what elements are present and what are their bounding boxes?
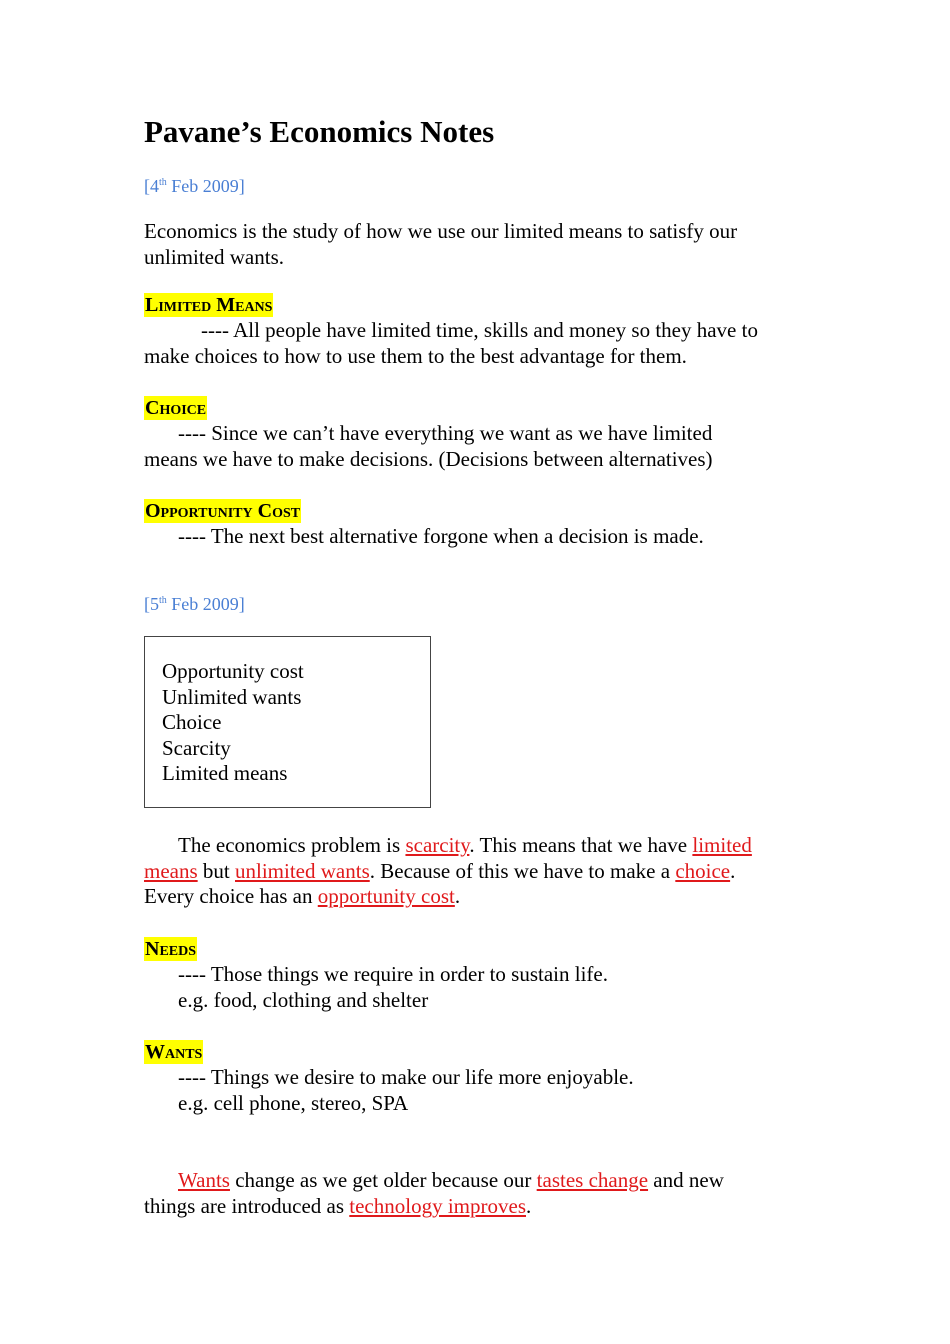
date-rest: Feb 2009] [166, 594, 245, 614]
problem-line-3 [144, 884, 814, 910]
change-text: things are introduced as [144, 1193, 350, 1218]
limited-means-line-1: ---- All people have limited time, skills and money so they have to [201, 318, 758, 342]
date-5-feb [144, 592, 245, 616]
date-4-feb [144, 174, 245, 198]
date-suffix: th [159, 595, 167, 606]
box-item-scarcity: Scarcity [162, 735, 231, 760]
change-text: change as we get older because our [229, 1168, 537, 1192]
needs-paragraph [144, 962, 814, 1013]
problem-line-2 [144, 859, 814, 885]
date-suffix: th [159, 177, 167, 188]
wants-change-paragraph [144, 1168, 814, 1219]
heading-limited-means: Limited Means [145, 294, 273, 316]
choice-line-1: ---- Since we can’t have everything we want as we have limited [178, 421, 713, 445]
heading-wants: Wants [145, 1041, 203, 1063]
date-open: [4 [144, 176, 159, 196]
term-wants: Wants [178, 1168, 230, 1192]
intro-line-1: Economics is the study of how we use our limited means to satisfy our [144, 219, 738, 243]
problem-text: . [454, 884, 461, 908]
problem-text: Every choice has an [144, 884, 318, 908]
change-line-2 [144, 1194, 814, 1220]
problem-line-1 [144, 833, 814, 859]
box-item-opportunity-cost: Opportunity cost [162, 659, 304, 683]
heading-needs: Needs [145, 938, 197, 960]
page-title: Pavane’s Economics Notes [144, 114, 495, 149]
wants-paragraph [144, 1065, 814, 1116]
heading-choice: Choice [145, 397, 207, 419]
limited-means-line-2: make choices to how to use them to the best advantage for them. [144, 343, 687, 368]
needs-line-1: ---- Those things we require in order to sustain life. [178, 962, 608, 986]
heading-opportunity-cost: Opportunity Cost [145, 500, 301, 522]
term-limited-means: limited [692, 833, 752, 857]
term-limited-means: means [144, 858, 198, 883]
opportunity-cost-line-1: ---- The next best alternative forgone when a decision is made. [178, 524, 704, 548]
date-rest: Feb 2009] [166, 176, 245, 196]
problem-text: but [197, 858, 235, 883]
problem-text: . [730, 858, 736, 883]
box-item-unlimited-wants: Unlimited wants [162, 684, 302, 709]
problem-text: . This means that we have [469, 833, 693, 857]
term-scarcity: scarcity [405, 833, 470, 857]
wants-line-1: ---- Things we desire to make our life more enjoyable. [178, 1065, 634, 1089]
limited-means-paragraph [144, 318, 814, 369]
intro-paragraph [144, 219, 814, 270]
problem-text: The economics problem is [178, 833, 406, 857]
box-item-choice: Choice [162, 710, 222, 734]
term-technology-improves: technology improves [349, 1193, 526, 1218]
problem-text: . Because of this we have to make a [369, 858, 676, 883]
opportunity-cost-paragraph [144, 524, 814, 550]
change-text: . [526, 1193, 532, 1218]
term-opportunity-cost: opportunity cost [317, 884, 455, 908]
choice-paragraph [144, 421, 814, 472]
choice-line-2: means we have to make decisions. (Decisions between alternatives) [144, 446, 713, 471]
date-open: [5 [144, 594, 159, 614]
needs-line-2: e.g. food, clothing and shelter [178, 987, 429, 1012]
wants-line-2: e.g. cell phone, stereo, SPA [178, 1090, 409, 1115]
term-tastes-change: tastes change [536, 1168, 649, 1192]
term-choice: choice [675, 858, 731, 883]
economic-problem-paragraph [144, 833, 814, 910]
term-unlimited-wants: unlimited wants [235, 858, 370, 883]
key-terms-box [144, 636, 431, 808]
box-item-limited-means: Limited means [162, 761, 288, 785]
change-text: and new [648, 1168, 724, 1192]
change-line-1 [144, 1168, 814, 1194]
intro-line-2: unlimited wants. [144, 244, 284, 269]
